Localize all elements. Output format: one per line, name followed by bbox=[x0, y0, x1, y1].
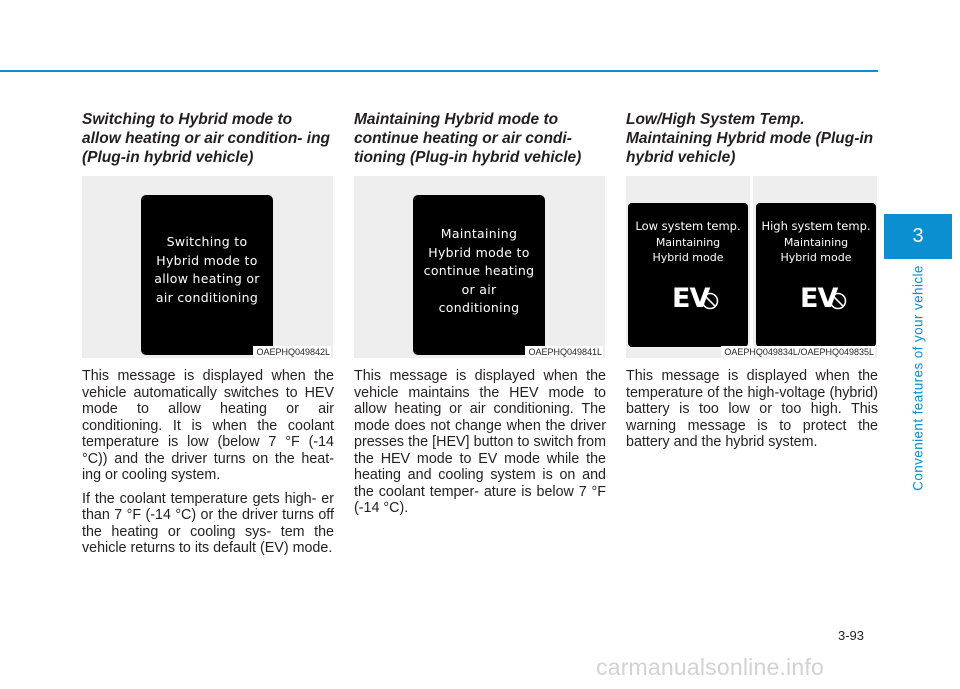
figure-caption: OAEPHQ049842L bbox=[253, 346, 331, 357]
cluster-display bbox=[413, 195, 545, 355]
ev-text: EV bbox=[800, 283, 838, 314]
figure-caption: OAEPHQ049834L/OAEPHQ049835L bbox=[721, 346, 875, 357]
section-switching-hybrid bbox=[82, 110, 334, 564]
display-line: or air bbox=[461, 281, 497, 297]
page-number: 3-93 bbox=[838, 628, 865, 643]
display-line: air conditioning bbox=[155, 289, 259, 305]
section-body bbox=[82, 368, 334, 557]
display-line: Maintaining bbox=[783, 235, 849, 249]
figure-divider bbox=[750, 176, 753, 358]
ev-text: EV bbox=[672, 283, 710, 314]
section-heading: Switching to Hybrid mode to allow heating or air condition- ing (Plug-in hybrid vehicle) bbox=[82, 111, 330, 166]
ev-prohibited-icon bbox=[700, 291, 720, 311]
display-message bbox=[413, 195, 545, 318]
display-line: Hybrid mode to bbox=[428, 244, 530, 260]
display-line: Maintaining bbox=[440, 226, 518, 241]
paragraph: This message is displayed when the temperature of the high-voltage (hybrid) battery is too low or too high. This warning message is to protect the battery and the hybrid system. bbox=[626, 368, 878, 450]
display-line: Hybrid mode bbox=[652, 251, 724, 264]
figure-system-temp bbox=[626, 176, 877, 358]
section-system-temp bbox=[626, 110, 878, 458]
section-heading: Maintaining Hybrid mode to continue heating or air condi- tioning (Plug-in hybrid vehicle) bbox=[354, 111, 582, 166]
display-message bbox=[756, 203, 876, 266]
cluster-display-low-temp bbox=[628, 203, 748, 347]
display-line: allow heating or bbox=[154, 271, 260, 286]
display-line: continue heating bbox=[423, 263, 535, 278]
display-message bbox=[141, 195, 273, 307]
section-heading: Low/High System Temp. Maintaining Hybrid mode (Plug-in hybrid vehicle) bbox=[626, 111, 874, 166]
section-body bbox=[626, 368, 878, 451]
figure-caption: OAEPHQ049841L bbox=[525, 346, 603, 357]
header-rule bbox=[0, 70, 878, 72]
paragraph: This message is displayed when the vehicle automatically switches to HEV mode to allow heating or air conditioning. It is when the coolant temperature is low (below 7 °F (-14 °C)) and the driver turns on the heat- ing or cooling system. bbox=[82, 368, 334, 483]
ev-prohibited-icon bbox=[828, 291, 848, 311]
display-line: conditioning bbox=[438, 300, 520, 315]
display-message bbox=[628, 203, 748, 266]
display-line: Hybrid mode to bbox=[156, 252, 258, 268]
figure-maintaining-hybrid bbox=[354, 176, 605, 358]
watermark: carmanualsonline.info bbox=[596, 654, 824, 680]
display-line: Maintaining bbox=[655, 235, 721, 249]
cluster-display-high-temp bbox=[756, 203, 876, 347]
paragraph: This message is displayed when the vehicle maintains the HEV mode to allow heating or air conditioning. The mode does not change when the driver presses the [HEV] button to switch from the HEV mode to EV mode while the heating and cooling system is on and the coolant temper- ature is below 7 °F (-14 °C). bbox=[354, 368, 606, 516]
display-line: High system temp. bbox=[761, 219, 871, 233]
chapter-title: Convenient features of your vehicle bbox=[910, 265, 926, 491]
section-maintaining-hybrid bbox=[354, 110, 606, 524]
chapter-tab: 3 bbox=[884, 214, 952, 259]
display-line: Switching to bbox=[166, 234, 248, 249]
section-body bbox=[354, 368, 606, 517]
display-line: Hybrid mode bbox=[780, 251, 852, 264]
cluster-display bbox=[141, 195, 273, 355]
display-line: Low system temp. bbox=[635, 219, 741, 233]
paragraph: If the coolant temperature gets high- er than 7 °F (-14 °C) or the driver turns off the heating or cooling sys- tem the vehicle returns to its default (EV) mode. bbox=[82, 490, 334, 556]
figure-switching-hybrid bbox=[82, 176, 333, 358]
